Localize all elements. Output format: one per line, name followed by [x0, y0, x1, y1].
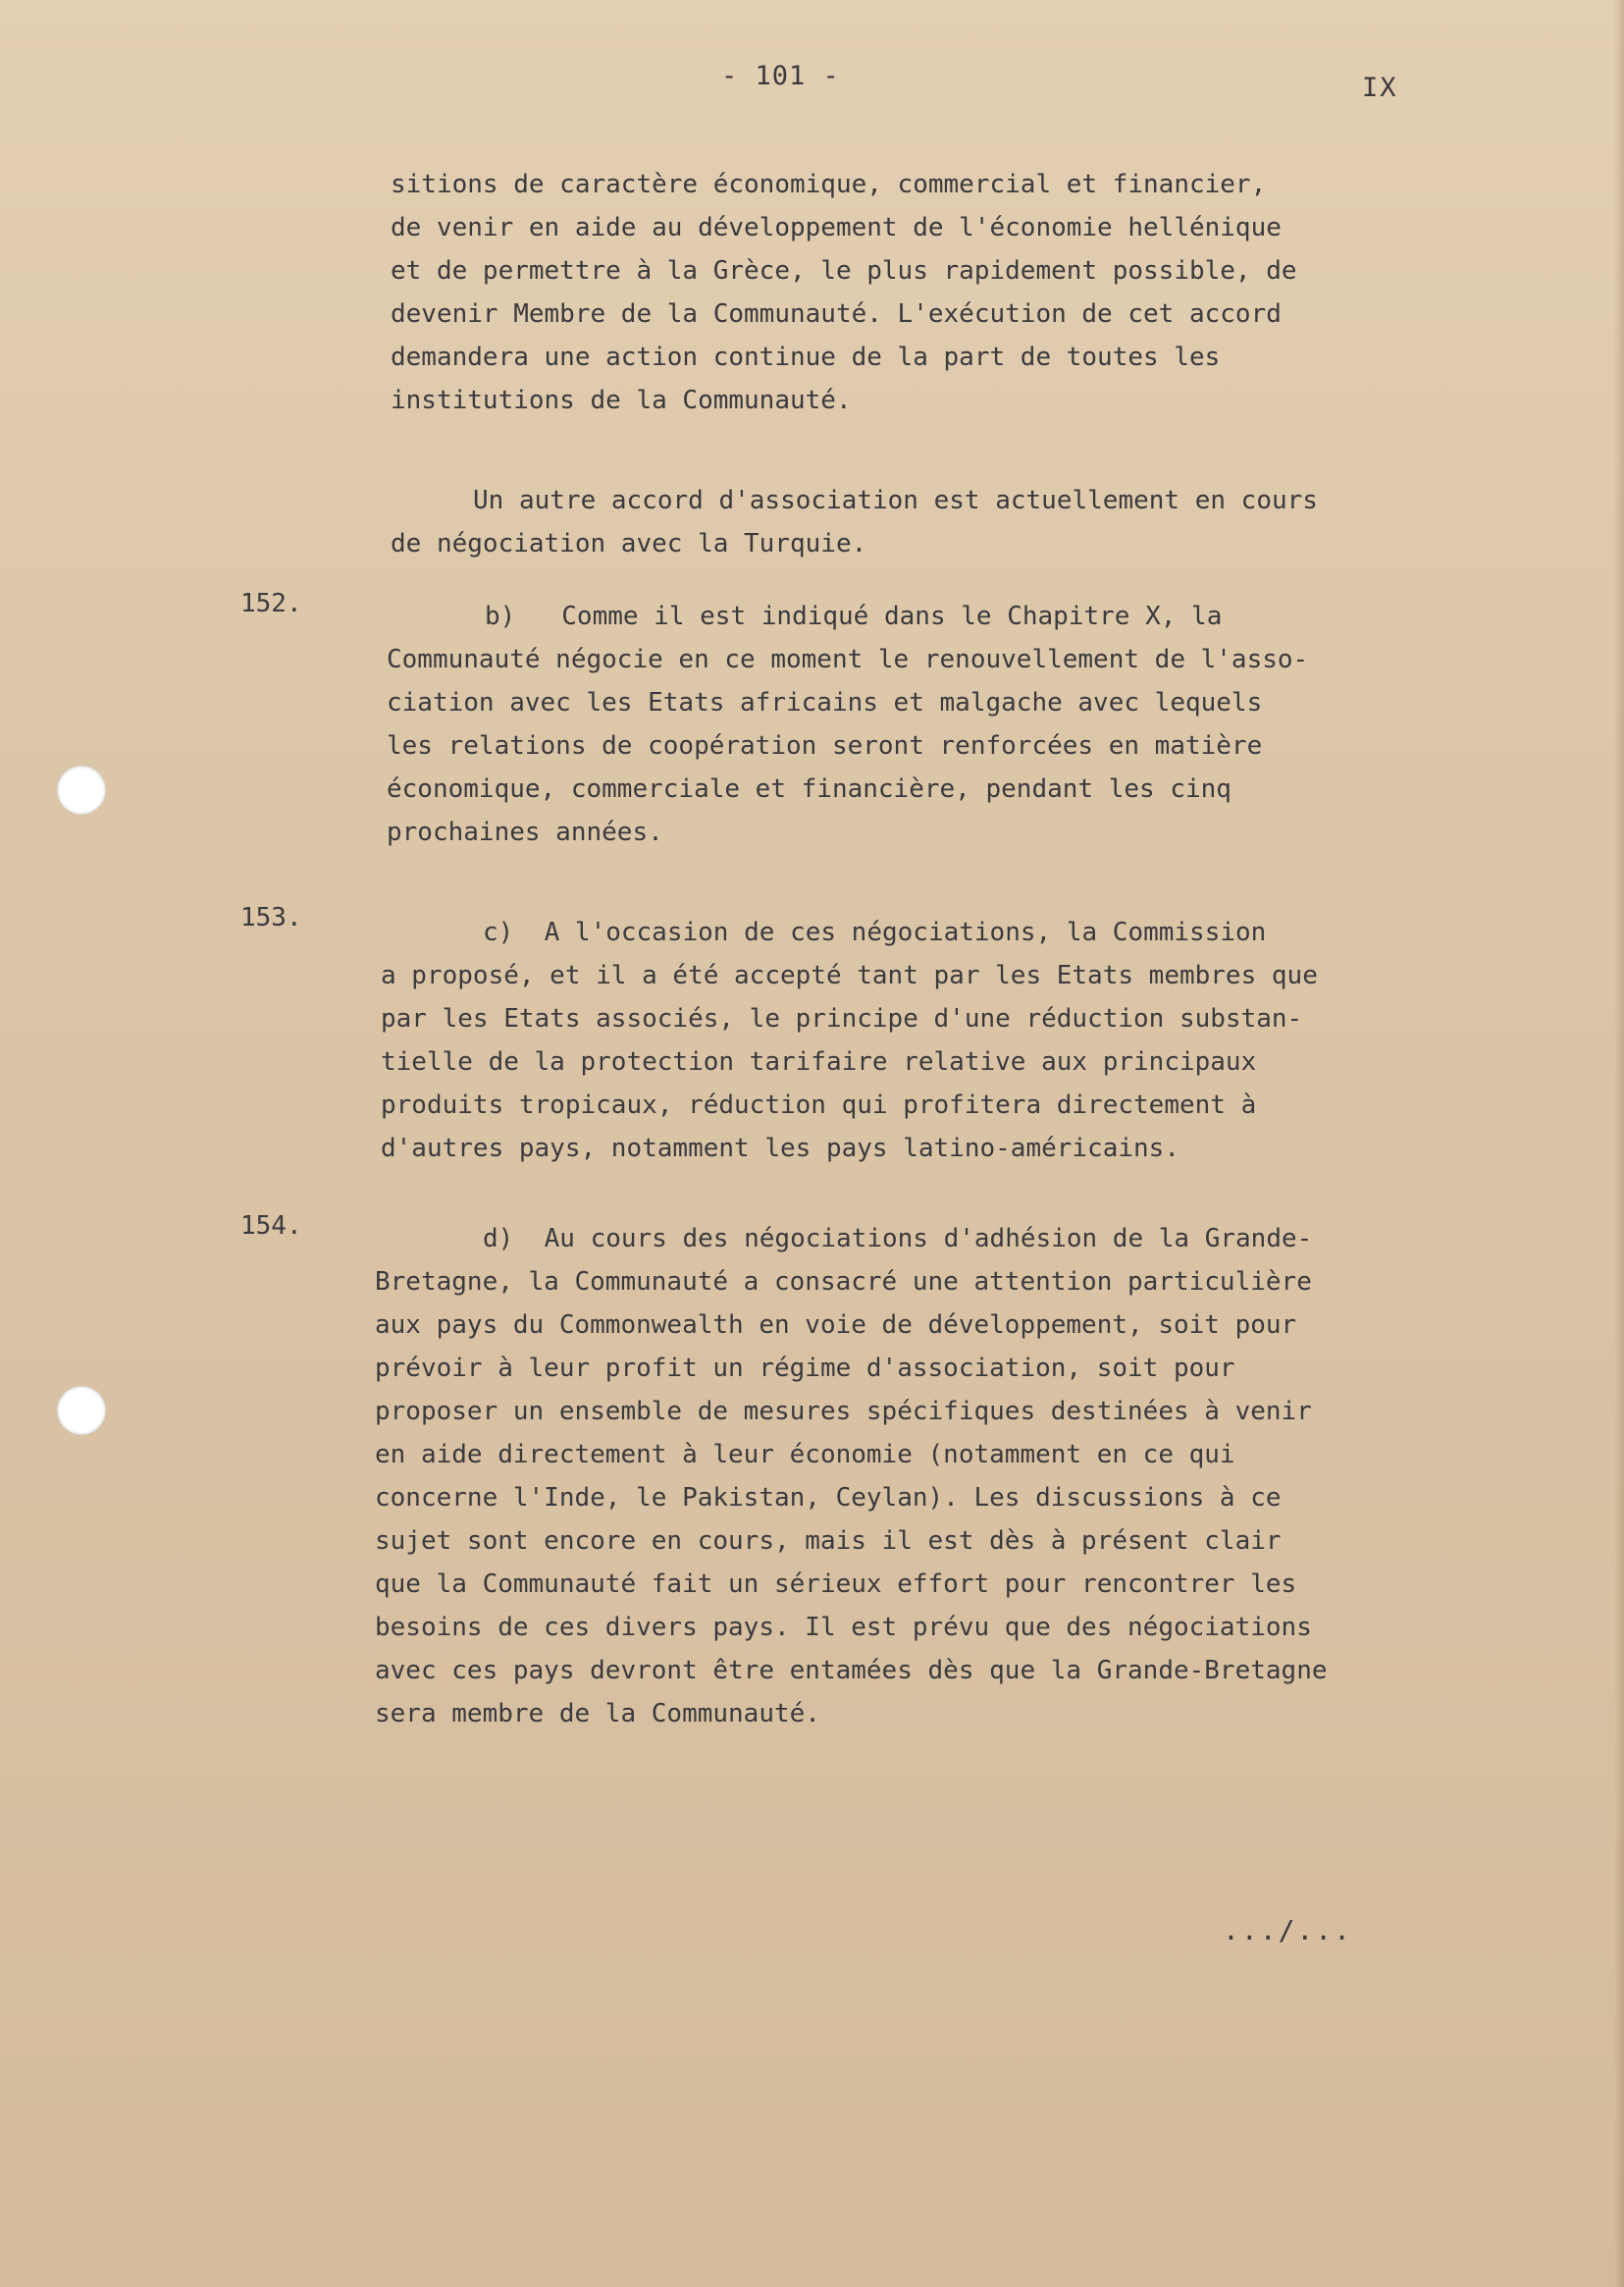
text-line: concerne l'Inde, le Pakistan, Ceylan). Les discussions à ce — [375, 1483, 1282, 1513]
text-line: sitions de caractère économique, commercial et financier, — [391, 170, 1267, 199]
text-line: demandera une action continue de la part de toutes les — [391, 343, 1221, 372]
paragraph-turquie — [391, 479, 1450, 565]
text-line: proposer un ensemble de mesures spécifiques destinées à venir — [375, 1397, 1312, 1426]
paper-edge-shadow — [1614, 0, 1624, 2287]
text-line: sujet sont encore en cours, mais il est dès à présent clair — [375, 1526, 1282, 1556]
paragraph-continuation — [391, 163, 1450, 422]
text-line: institutions de la Communauté. — [391, 386, 852, 415]
text-line: économique, commerciale et financière, pendant les cinq — [387, 774, 1231, 804]
text-line: aux pays du Commonwealth en voie de développement, soit pour — [375, 1310, 1297, 1340]
text-line: sera membre de la Communauté. — [375, 1699, 820, 1729]
text-line: et de permettre à la Grèce, le plus rapidement possible, de — [391, 256, 1297, 286]
text-line: besoins de ces divers pays. Il est prévu que des négociations — [375, 1613, 1312, 1642]
text-line: b) Comme il est indiqué dans le Chapitre X, la — [485, 602, 1223, 631]
punch-hole-bottom — [57, 1386, 106, 1435]
text-line: de venir en aide au développement de l'économie hellénique — [391, 213, 1282, 242]
text-line: a proposé, et il a été accepté tant par les Etats membres que — [381, 961, 1318, 990]
text-line: d) Au cours des négociations d'adhésion de la Grande- — [483, 1224, 1313, 1253]
text-line: prochaines années. — [387, 818, 663, 847]
text-line: ciation avec les Etats africains et malgache avec lequels — [387, 688, 1263, 718]
paragraph-number-153: 153. — [240, 903, 302, 932]
paragraph-154 — [375, 1217, 1435, 1735]
text-line: par les Etats associés, le principe d'une réduction substan- — [381, 1004, 1303, 1034]
text-line: les relations de coopération seront renforcées en matière — [387, 731, 1263, 761]
text-line: tielle de la protection tarifaire relative aux principaux — [381, 1047, 1257, 1077]
text-line: Bretagne, la Communauté a consacré une attention particulière — [375, 1267, 1312, 1297]
continuation-marker: .../... — [1223, 1914, 1353, 1946]
paragraph-number-154: 154. — [240, 1211, 302, 1241]
text-line: prévoir à leur profit un régime d'association, soit pour — [375, 1354, 1235, 1383]
paragraph-153 — [381, 911, 1441, 1170]
punch-hole-top — [57, 766, 106, 815]
page-number: - 101 - — [721, 61, 840, 91]
text-line: de négociation avec la Turquie. — [391, 529, 867, 558]
text-line: Communauté négocie en ce moment le renouvellement de l'asso- — [387, 645, 1309, 674]
annex-marker: IX — [1362, 73, 1398, 103]
text-line: d'autres pays, notamment les pays latino-américains. — [381, 1134, 1179, 1163]
text-line: que la Communauté fait un sérieux effort pour rencontrer les — [375, 1569, 1297, 1599]
text-line: avec ces pays devront être entamées dès que la Grande-Bretagne — [375, 1656, 1328, 1685]
paragraph-number-152: 152. — [240, 589, 302, 618]
text-line: produits tropicaux, réduction qui profitera directement à — [381, 1090, 1257, 1120]
text-line: devenir Membre de la Communauté. L'exécution de cet accord — [391, 299, 1282, 329]
paragraph-152 — [387, 595, 1446, 854]
text-line: c) A l'occasion de ces négociations, la Commission — [483, 918, 1267, 947]
text-line: Un autre accord d'association est actuellement en cours — [473, 486, 1318, 515]
text-line: en aide directement à leur économie (notamment en ce qui — [375, 1440, 1235, 1469]
